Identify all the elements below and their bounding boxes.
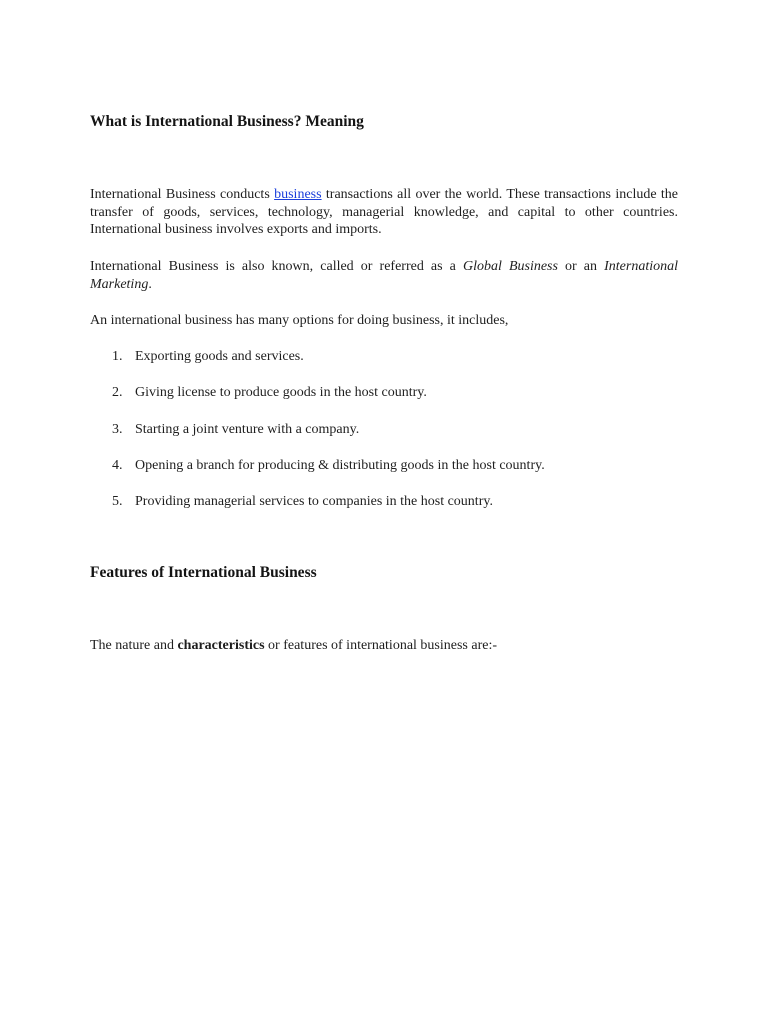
paragraph-definition-rest: transactions all over the world. These transactions include the transfer of goods, services, technology, managerial knowledge, and capital to other countries. International business involves exports and imports. [90,187,679,237]
list-item-number: 1. [112,349,123,364]
paragraph-options-intro: An international business has many options for doing business, it includes, [90,313,509,328]
paragraph-aliases [90,258,678,293]
list-item-number: 4. [112,457,123,473]
list-item-number: 5. [112,494,123,510]
list-item-text: Providing managerial services to companies in the host country. [135,494,493,510]
paragraph-aliases-start: International Business is also known, called or referred as a [90,259,463,274]
list-item-number: 3. [112,421,123,437]
list-item [90,421,678,457]
list-item [90,384,678,420]
list-item [90,493,678,529]
paragraph-aliases-end: . [148,276,152,292]
term-international-marketing: International Marketing [90,259,678,292]
term-global-business: Global Business [462,259,558,274]
paragraph-definition [90,186,678,239]
business-link[interactable]: business [274,187,322,202]
paragraph-definition-start: International Business conducts [90,187,275,202]
list-item-text: Giving license to produce goods in the host country. [135,385,427,401]
list-item [90,457,678,493]
paragraph-features-start: The nature and [90,638,178,653]
list-item-text: Starting a joint venture with a company. [135,421,360,437]
list-item-text: Exporting goods and services. [135,349,304,364]
heading-features: Features of International Business [90,564,317,581]
heading-meaning: What is International Business? Meaning [90,113,364,130]
paragraph-aliases-middle: or an [557,259,605,274]
options-list [90,348,678,529]
list-item-number: 2. [112,385,123,401]
paragraph-features-intro [90,637,678,655]
term-characteristics: characteristics [177,638,265,653]
paragraph-features-rest: or features of international business are:- [264,638,498,653]
list-item [90,348,678,384]
list-item-text: Opening a branch for producing & distributing goods in the host country. [135,457,545,473]
